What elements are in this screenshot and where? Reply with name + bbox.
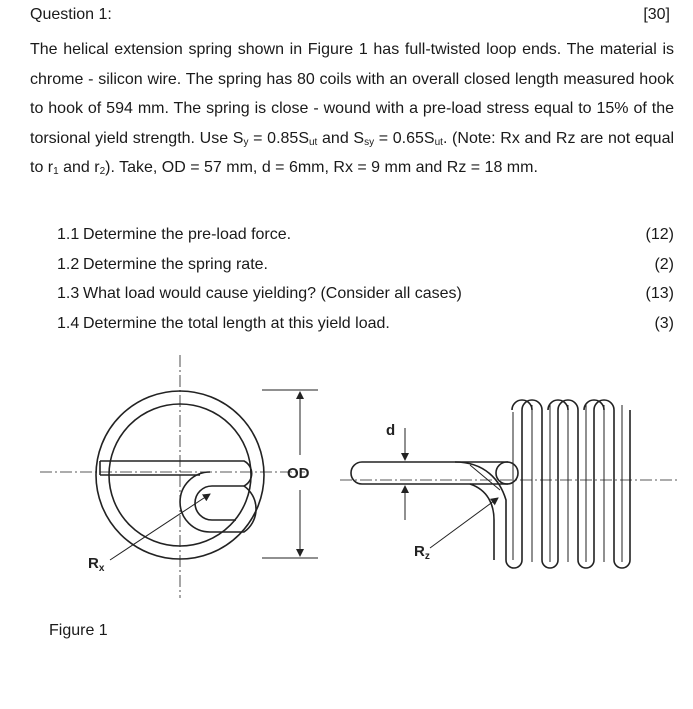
subquestion-text: What load would cause yielding? (Consider all cases): [83, 285, 462, 302]
subquestion-number: 1.4: [57, 315, 80, 332]
subquestion-text: Determine the spring rate.: [83, 256, 268, 273]
subquestion-number: 1.2: [57, 256, 80, 273]
paragraph-text-1: The helical extension spring shown in Figure 1 has full-twisted loop ends. The material is chrome - silicon wire. The spring has 80 coils with an overall closed length measured hook to hook of 594 mm. The spring is close - wound with a pre-load stress equal to 15% of the torsional yield strength. Use S: [30, 41, 674, 147]
ut-subscript-2: ut: [434, 136, 443, 148]
subquestion-number: 1.3: [57, 285, 80, 302]
subquestion-1-3: [57, 285, 674, 305]
subquestion-1-2: [57, 256, 674, 276]
paragraph-text-5: . (Note: Rx and Rz are not equal to r: [30, 129, 675, 176]
subquestion-marks: (3): [654, 315, 674, 332]
bend-inner: [470, 484, 494, 560]
paragraph-text-3: and S: [317, 129, 365, 147]
paragraph-text-4: = 0.65S: [374, 129, 435, 147]
hook-upper-edge: [100, 461, 252, 520]
subquestion-marks: (12): [645, 226, 674, 243]
hook-tip: [351, 462, 362, 484]
rz-leader: [430, 498, 498, 548]
question-paragraph: [30, 35, 674, 183]
hook-lower-edge: [100, 461, 200, 475]
od-label: OD: [287, 465, 310, 482]
subquestion-marks: (2): [654, 256, 674, 273]
question-total-marks: [30]: [643, 6, 670, 23]
end-view: [40, 355, 305, 598]
subquestion-1-1: [57, 226, 674, 246]
sy-subscript: y: [243, 136, 249, 148]
subquestion-text: Determine the total length at this yield load.: [83, 315, 390, 332]
spring-figure: [0, 340, 693, 620]
figure-caption: Figure 1: [49, 622, 108, 639]
subquestion-number: 1.1: [57, 226, 80, 243]
paragraph-text-2: = 0.85S: [248, 129, 309, 147]
coil-stack: [506, 400, 630, 568]
rz-label: $R_z$: [414, 543, 430, 562]
rx-leader: [110, 494, 210, 560]
d-label: d: [386, 422, 396, 439]
rx-label: $R_x$: [88, 555, 105, 574]
question-title: Question 1:: [30, 6, 112, 23]
paragraph-text-7: ). Take, OD = 57 mm, d = 6mm, Rx = 9 mm and Rz = 18 mm.: [105, 159, 538, 176]
r2-subscript: 2: [99, 166, 106, 177]
subquestion-marks: (13): [645, 285, 674, 302]
subquestion-text: Determine the pre-load force.: [83, 226, 292, 243]
subquestion-1-4: [57, 315, 674, 335]
r1-subscript: 1: [53, 166, 59, 177]
question-header: [30, 6, 670, 28]
coil-shading: [513, 405, 622, 562]
wire-section: [496, 462, 518, 484]
paragraph-text-6: and r: [58, 159, 100, 176]
hook-wire: [362, 462, 508, 484]
ssy-subscript: sy: [364, 136, 375, 148]
ut-subscript-1: ut: [309, 136, 318, 148]
hook-loop-outer: [180, 472, 256, 532]
